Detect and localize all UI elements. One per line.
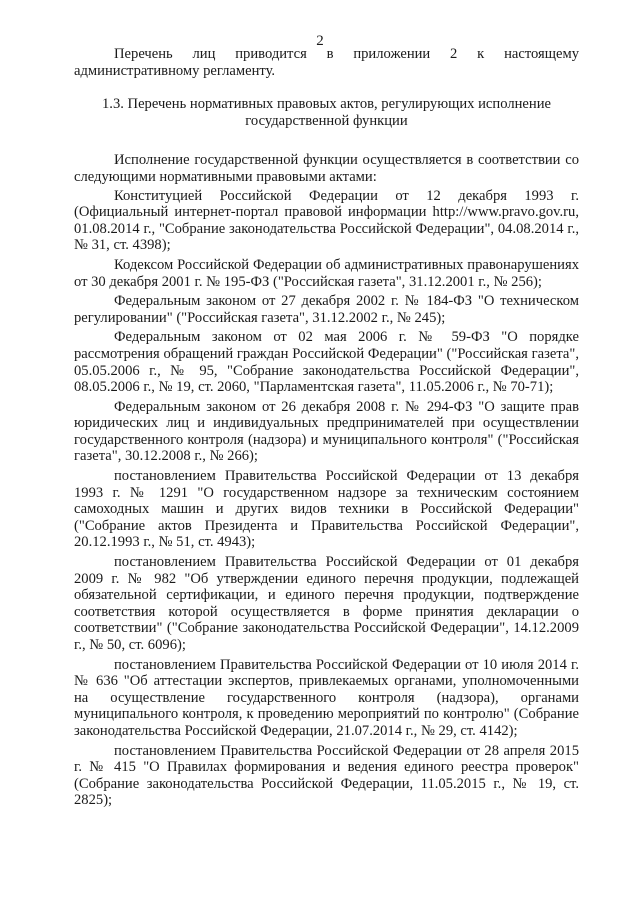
legal-act-administrative-code: Кодексом Российской Федерации об административных правонарушениях от 30 декабря 2001 г. № 195-ФЗ ("Российская газета", 31.12.2001 г., № 256); xyxy=(74,256,579,290)
legal-act-technical-regulation-law: Федеральным законом от 27 декабря 2002 г. № 184-ФЗ "О техническом регулировании" ("Российская газета", 31.12.2002 г., № 245); xyxy=(74,293,579,326)
legal-act-constitution: Конституцией Российской Федерации от 12 декабря 1993 г. (Официальный интернет-портал правовой информации http://www.pravo.gov.ru, 01.08.2014 г., "Собрание законодательства Российской Федерации", 04.08.2014 г., № 31, ст. 4398); xyxy=(74,187,579,254)
legal-act-government-resolution-1291: постановлением Правительства Российской Федерации от 13 декабря 1993 г. № 1291 "О государственном надзоре за техническим состоянием самоходных машин и других видов техники в Российской Федерации" ("Собрание актов Президента и Правительства Российской Федерации", 20.12.1993 г., № 51, ст. 4943); xyxy=(74,468,579,551)
legal-act-government-resolution-982: постановлением Правительства Российской Федерации от 01 декабря 2009 г. № 982 "Об утверждении единого перечня продукции, подлежащей обязательной сертификации, и единого перечня продукции, подтверждение соответствия которой осуществляется в форме принятия декларации о соответствии" ("Собрание законодательства Российской Федерации", 14.12.2009 г., № 50, ст. 6096); xyxy=(74,554,579,653)
intro-paragraph: Исполнение государственной функции осуществляется в соответствии со следующими нормативными правовыми актами: xyxy=(74,152,579,185)
page-number: 2 xyxy=(316,33,324,49)
legal-act-government-resolution-636: постановлением Правительства Российской Федерации от 10 июля 2014 г. № 636 "Об аттестации экспертов, привлекаемых органами, уполномоченными на осуществление государственного контроля (надзора), органами муниципального контроля, к проведению мероприятий по контролю" (Собрание законодательства Российской Федерации, 21.07.2014 г., № 29, ст. 4142); xyxy=(74,656,579,739)
document-body xyxy=(74,46,579,809)
legal-act-government-resolution-415: постановлением Правительства Российской Федерации от 28 апреля 2015 г. № 415 "О Правилах формирования и ведения единого реестра проверок" (Собрание законодательства Российской Федерации, 11.05.2015 г., № 19, ст. 2825); xyxy=(74,742,579,809)
legal-act-citizen-appeals-law: Федеральным законом от 02 мая 2006 г. № 59-ФЗ "О порядке рассмотрения обращений граждан Российской Федерации" ("Российская газета", 05.05.2006 г., № 95, "Собрание законодательства Российской Федерации", 08.05.2006 г., № 19, ст. 2060, "Парламентская газета", 11.05.2006 г., № 70-71); xyxy=(74,329,579,396)
section-heading: 1.3. Перечень нормативных правовых актов, регулирующих исполнение государственной функции xyxy=(102,96,551,129)
legal-act-business-protection-law: Федеральным законом от 26 декабря 2008 г. № 294-ФЗ "О защите прав юридических лиц и индивидуальных предпринимателей при осуществлении государственного контроля (надзора) и муниципального контроля" ("Российская газета", 30.12.2008 г., № 266); xyxy=(74,398,579,465)
lead-paragraph: Перечень лиц приводится в приложении 2 к настоящему административному регламенту. xyxy=(74,46,579,79)
